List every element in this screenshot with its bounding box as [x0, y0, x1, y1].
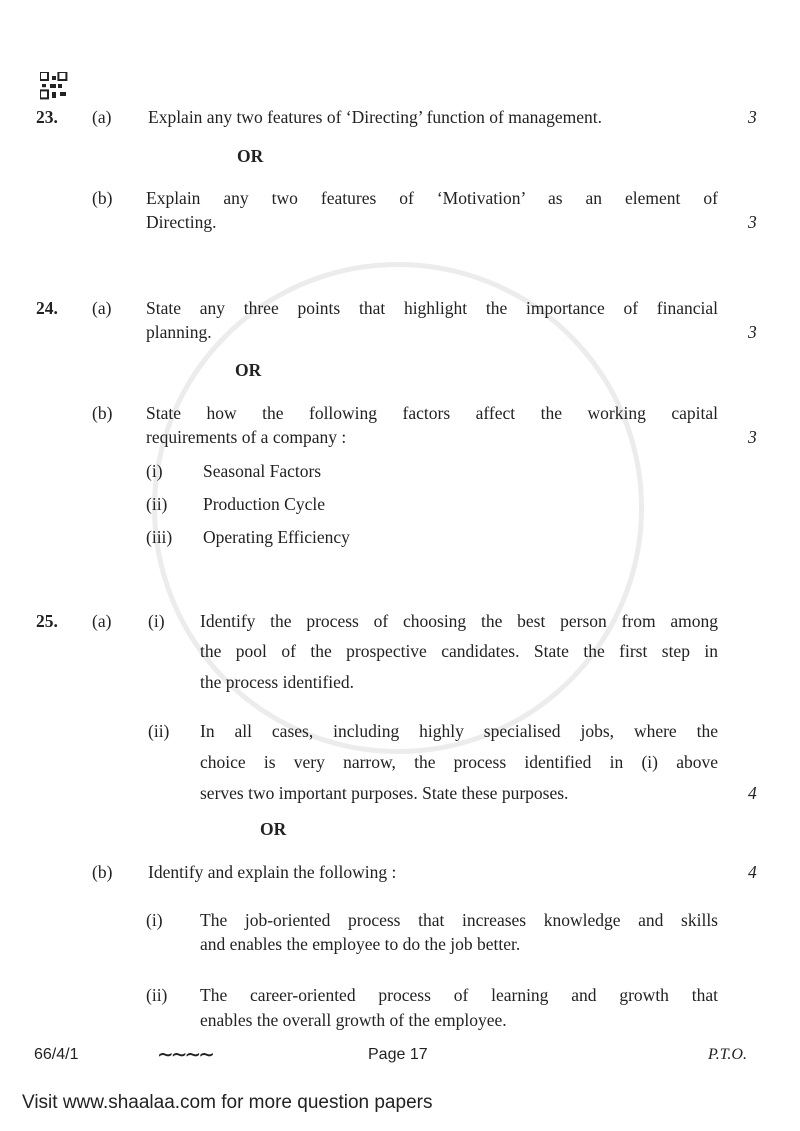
marks: 3 — [748, 427, 757, 447]
question-text: Identify and explain the following : — [148, 862, 397, 882]
pto-label: P.T.O. — [708, 1046, 747, 1063]
qr-code-icon — [40, 72, 68, 100]
sub-label: (ii) — [146, 985, 168, 1005]
question-text: The job-oriented process that increases knowledge and skills — [200, 910, 718, 930]
question-number: 23. — [36, 107, 58, 127]
option-label: (a) — [92, 298, 112, 318]
question-text: Explain any two features of ‘Motivation’ as an element of — [146, 188, 718, 208]
option-label: (b) — [92, 862, 113, 882]
marks: 4 — [748, 862, 757, 882]
marks: 3 — [748, 212, 757, 232]
page-number: Page 17 — [368, 1046, 428, 1063]
question-text: State how the following factors affect the working capital — [146, 403, 718, 423]
question-number: 24. — [36, 298, 58, 318]
question-text: the pool of the prospective candidates. State the first step in — [200, 641, 718, 661]
question-text: and enables the employee to do the job better. — [200, 934, 521, 954]
question-text: Directing. — [146, 212, 217, 232]
tilde-decoration-icon: ∼∼∼∼ — [157, 1044, 213, 1066]
question-text: enables the overall growth of the employee. — [200, 1010, 507, 1030]
or-label: OR — [260, 819, 287, 839]
option-label: (b) — [92, 403, 113, 423]
question-text: the process identified. — [200, 672, 355, 692]
marks: 3 — [748, 322, 757, 342]
question-text: The career-oriented process of learning and growth that — [200, 985, 718, 1005]
option-label: (a) — [92, 107, 112, 127]
marks: 3 — [748, 107, 757, 127]
marks: 4 — [748, 783, 757, 803]
sub-item: Production Cycle — [203, 494, 325, 514]
or-label: OR — [235, 360, 262, 380]
question-text: Identify the process of choosing the best person from among — [200, 611, 718, 631]
question-text: choice is very narrow, the process identified in (i) above — [200, 752, 718, 772]
sub-item: Seasonal Factors — [203, 461, 322, 481]
question-text: serves two important purposes. State these purposes. — [200, 783, 569, 803]
sub-label: (ii) — [146, 494, 168, 514]
option-label: (a) — [92, 611, 112, 631]
sub-label: (i) — [146, 461, 163, 481]
sub-label: (ii) — [148, 721, 170, 741]
question-text: requirements of a company : — [146, 427, 347, 447]
sub-label: (i) — [146, 910, 163, 930]
question-text: Explain any two features of ‘Directing’ function of management. — [148, 107, 603, 127]
sub-label: (i) — [148, 611, 165, 631]
or-label: OR — [237, 146, 264, 166]
question-text: planning. — [146, 322, 212, 342]
sub-label: (iii) — [146, 527, 173, 547]
option-label: (b) — [92, 188, 113, 208]
question-text: State any three points that highlight the importance of financial — [146, 298, 718, 318]
question-text: In all cases, including highly specialised jobs, where the — [200, 721, 718, 741]
sub-item: Operating Efficiency — [203, 527, 350, 547]
question-number: 25. — [36, 611, 58, 631]
visit-link[interactable]: Visit www.shaalaa.com for more question papers — [22, 1092, 433, 1113]
paper-code: 66/4/1 — [34, 1046, 79, 1063]
